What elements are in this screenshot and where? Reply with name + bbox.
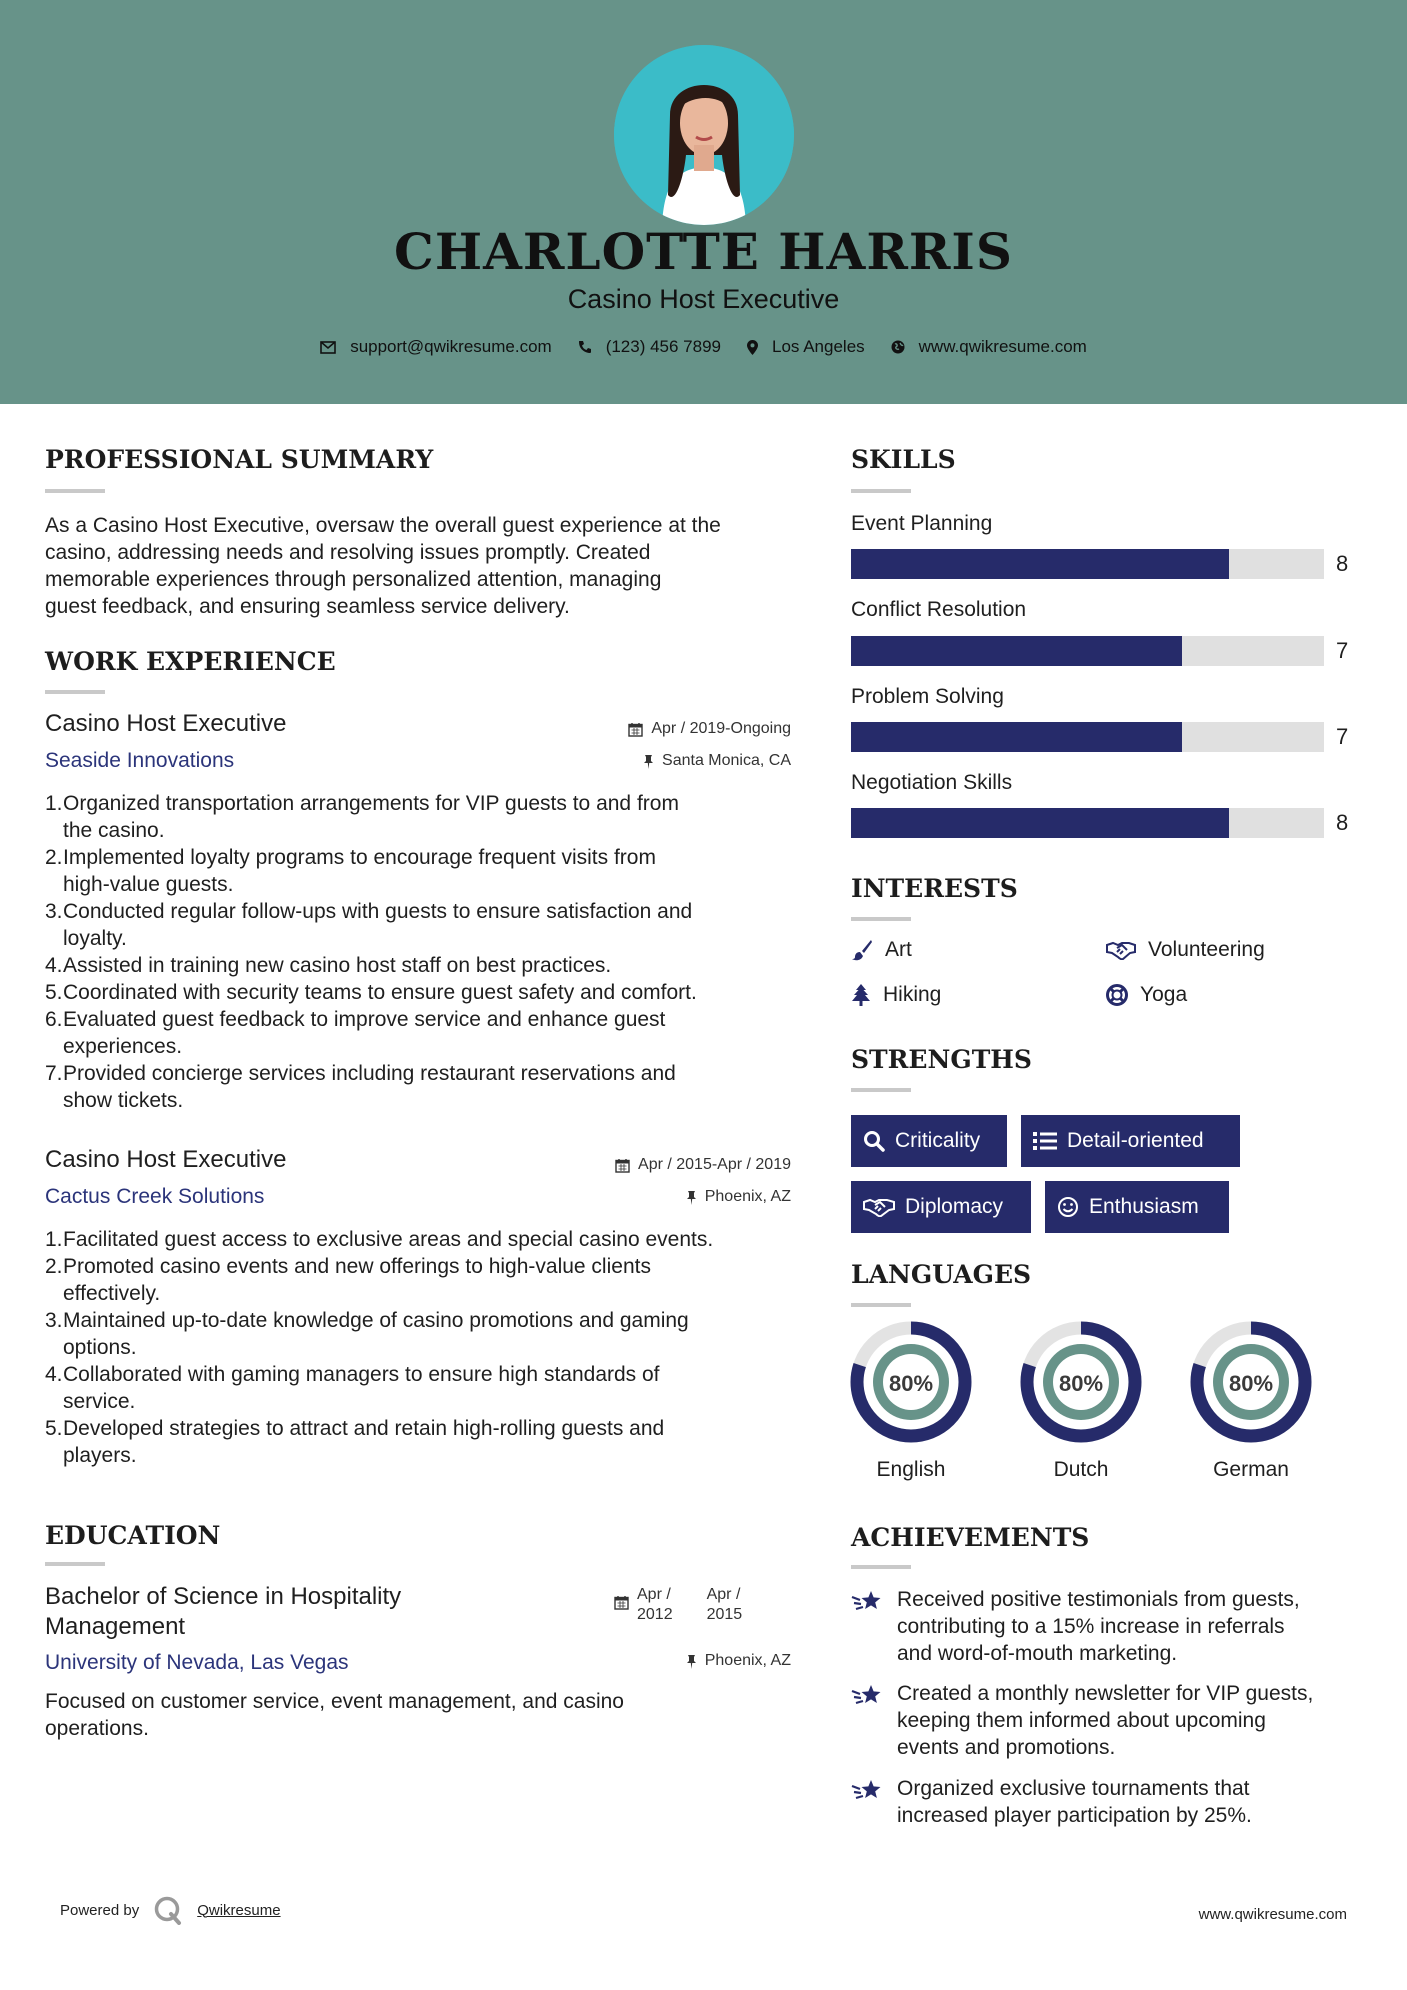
strength-chip [851,1115,1007,1167]
list-number: 2. [45,1255,63,1278]
strength-chip [1021,1115,1240,1167]
lifering-icon [1106,984,1128,1006]
strength-label: Detail-oriented [1067,1129,1204,1152]
list-number: 4. [45,1363,63,1386]
language-percent: 80% [1058,1371,1104,1396]
list-number: 4. [45,954,63,977]
list-text [63,898,692,952]
calendar-icon [615,1158,630,1173]
education-description [45,1688,624,1742]
skill-value: 8 [1336,551,1349,576]
education-heading: EDUCATION [45,1521,221,1550]
line: and word-of-mouth marketing. [897,1642,1178,1665]
interest-label: Yoga [1140,983,1188,1006]
handshake-icon [863,1197,895,1217]
line: Developed strategies to attract and retain high-rolling guests and [63,1417,665,1440]
language-percent: 80% [1228,1371,1274,1396]
skill-value: 7 [1336,638,1349,663]
line: events and promotions. [897,1736,1116,1759]
line: Maintained up-to-date knowledge of casino promotions and gaming [63,1309,689,1332]
education-underline [45,1562,105,1566]
language-label: Dutch [1053,1458,1109,1481]
pushpin-icon [686,1190,697,1205]
skill-bar [851,549,1324,579]
summary-line: casino, addressing needs and resolving issues promptly. Created [45,541,651,564]
list-icon [1033,1131,1057,1151]
strengths-heading: STRENGTHS [851,1045,1032,1074]
line: contributing to a 15% increase in referrals [897,1615,1285,1638]
summary-line: As a Casino Host Executive, oversaw the overall guest experience at the [45,514,721,537]
job-title: Casino Host Executive [45,710,287,737]
language-item [850,1321,972,1482]
line: Promoted casino events and new offerings to high-value clients [63,1255,651,1278]
education-location [686,1652,791,1670]
language-item [1190,1321,1312,1482]
summary-text [45,512,721,620]
map-pin-icon [747,340,758,355]
skill-label: Problem Solving [851,685,1004,708]
location-text: Los Angeles [772,337,865,356]
list-number: 1. [45,792,63,815]
line: Created a monthly newsletter for VIP guests, [897,1682,1314,1705]
contact-phone[interactable] [578,337,721,357]
search-icon [863,1130,885,1152]
qwikresume-logo-icon [153,1895,183,1925]
list-text [63,1361,660,1415]
list-item [45,952,805,979]
skill-value: 8 [1336,810,1349,835]
list-item [45,790,805,844]
contact-location [747,337,865,357]
languages-heading: LANGUAGES [851,1260,1032,1289]
interest-hiking [851,983,941,1007]
line: Implemented loyalty programs to encourage frequent visits from [63,846,656,869]
start-year: 2012 [637,1606,673,1623]
end-month: Apr / [706,1586,741,1603]
list-number: 3. [45,1309,63,1332]
calendar-icon [614,1595,629,1610]
skills-underline [851,489,911,493]
achievements-underline [851,1565,911,1569]
list-number: 7. [45,1062,63,1085]
email-text: support@qwikresume.com [350,337,552,356]
duties-list [45,790,805,1114]
line: players. [63,1444,137,1467]
duties-list [45,1226,805,1469]
list-text: Facilitated guest access to exclusive areas and special casino events. [63,1228,714,1251]
language-donut [850,1321,972,1443]
school-name: University of Nevada, Las Vegas [45,1651,349,1674]
interest-label: Art [885,938,912,961]
achievement-item [851,1586,1300,1667]
achievement-item [851,1775,1252,1829]
avatar [614,45,794,225]
location-text: Phoenix, AZ [704,1652,791,1669]
end-year: 2015 [706,1606,743,1623]
skill-label: Negotiation Skills [851,771,1013,794]
contact-website[interactable] [891,337,1087,357]
skill-bar [851,808,1324,838]
interest-label: Hiking [883,983,942,1006]
location-text: Phoenix, AZ [704,1188,791,1205]
list-item [45,1307,805,1361]
list-text [63,1060,676,1114]
languages-underline [851,1303,911,1307]
list-item [45,1361,805,1415]
line: Provided concierge services including restaurant reservations and [63,1062,676,1085]
shooting-star-icon [851,1682,883,1708]
list-number: 5. [45,1417,63,1440]
skill-label: Conflict Resolution [851,598,1027,621]
achievements-heading: ACHIEVEMENTS [851,1523,1090,1552]
list-text [63,1006,665,1060]
list-item [45,1253,805,1307]
interests-underline [851,917,911,921]
interest-yoga [1106,983,1187,1007]
line: keeping them informed about upcoming [897,1709,1266,1732]
list-item [45,979,805,1006]
line: effectively. [63,1282,161,1305]
globe-icon [891,340,905,354]
line: Evaluated guest feedback to improve service and enhance guest [63,1008,666,1031]
dates-text: Apr / 2019-Ongoing [651,720,791,737]
list-number: 3. [45,900,63,923]
list-item [45,1006,805,1060]
shooting-star-icon [851,1777,883,1803]
list-text [63,1253,651,1307]
list-text [63,1415,664,1469]
pushpin-icon [686,1654,697,1669]
summary-line: guest feedback, and ensuring seamless service delivery. [45,595,570,618]
line: Organized exclusive tournaments that [897,1777,1250,1800]
list-text [63,844,656,898]
shooting-star-icon [851,1588,883,1614]
header-banner [0,0,1407,404]
footer-powered-by [60,1895,281,1925]
achievement-item [851,1680,1313,1761]
achievement-text [897,1680,1313,1761]
skill-bar [851,636,1324,666]
job-location [686,1188,791,1206]
tree-icon [851,984,871,1006]
achievement-text [897,1586,1300,1667]
skill-bar-fill [851,808,1229,838]
powered-by-text: Powered by [60,1901,140,1919]
strengths-underline [851,1088,911,1092]
line: increased player participation by 25%. [897,1804,1252,1827]
list-text: Coordinated with security teams to ensure guest safety and comfort. [63,981,697,1004]
interest-volunteering [1106,938,1265,962]
calendar-icon [628,722,643,737]
line: loyalty. [63,927,127,950]
portrait-image [614,45,794,225]
list-number: 1. [45,1228,63,1251]
paintbrush-icon [851,939,873,961]
list-item [45,1415,805,1469]
company-name: Cactus Creek Solutions [45,1185,265,1208]
skill-value: 7 [1336,724,1349,749]
description-line: operations. [45,1717,149,1740]
strength-label: Diplomacy [905,1195,1004,1218]
description-line: Focused on customer service, event management, and casino [45,1690,624,1713]
degree-line: Bachelor of Science in Hospitality [45,1583,402,1610]
skill-bar [851,722,1324,752]
list-item [45,844,805,898]
contact-email[interactable] [320,337,552,357]
start-date [637,1585,673,1625]
contact-bar [0,337,1407,357]
interest-label: Volunteering [1148,938,1265,961]
footer-website[interactable]: www.qwikresume.com [1198,1906,1347,1923]
interests-heading: INTERESTS [851,874,1018,903]
job-dates [615,1156,791,1174]
summary-heading: PROFESSIONAL SUMMARY [45,445,434,474]
brand-link[interactable]: Qwikresume [197,1901,281,1919]
envelope-icon [320,341,336,354]
skill-bar-fill [851,722,1182,752]
summary-line: memorable experiences through personalized attention, managing [45,568,662,591]
job-title: Casino Host Executive [45,1146,287,1173]
interest-art [851,938,912,962]
list-item [45,898,805,952]
job-location [643,752,791,770]
line: Conducted regular follow-ups with guests to ensure satisfaction and [63,900,693,923]
strength-chip [1045,1181,1229,1233]
dates-text: Apr / 2015-Apr / 2019 [638,1156,791,1173]
language-label: English [876,1458,946,1481]
list-item [45,1226,805,1253]
degree-title [45,1582,401,1642]
experience-heading: WORK EXPERIENCE [45,647,336,676]
handshake-icon [1106,940,1136,960]
language-donut [1020,1321,1142,1443]
language-item [1020,1321,1142,1482]
language-label: German [1213,1458,1289,1481]
strength-label: Enthusiasm [1089,1195,1199,1218]
line: high-value guests. [63,873,234,896]
list-text [63,790,679,844]
pushpin-icon [643,754,654,769]
degree-line: Management [45,1613,186,1640]
end-date [707,1585,743,1625]
list-number: 6. [45,1008,63,1031]
phone-icon [578,340,592,354]
job-dates [628,720,791,738]
line: show tickets. [63,1089,184,1112]
list-text: Assisted in training new casino host staff on best practices. [63,954,612,977]
strength-label: Criticality [895,1129,981,1152]
skill-bar-fill [851,549,1229,579]
experience-underline [45,690,105,694]
line: options. [63,1336,137,1359]
candidate-name: CHARLOTTE HARRIS [394,222,1013,281]
skills-heading: SKILLS [851,445,956,474]
line: Organized transportation arrangements for VIP guests to and from [63,792,679,815]
list-text [63,1307,689,1361]
achievement-text [897,1775,1252,1829]
website-text: www.qwikresume.com [918,337,1087,356]
language-donut [1190,1321,1312,1443]
company-name: Seaside Innovations [45,749,235,772]
language-percent: 80% [888,1371,934,1396]
smile-icon [1057,1196,1079,1218]
list-item [45,1060,805,1114]
start-month: Apr / [637,1586,671,1603]
list-number: 5. [45,981,63,1004]
line: service. [63,1390,136,1413]
line: Received positive testimonials from guests, [897,1588,1300,1611]
line: the casino. [63,819,165,842]
education-dates [614,1585,742,1625]
strength-chip [851,1181,1031,1233]
list-number: 2. [45,846,63,869]
line: Collaborated with gaming managers to ensure high standards of [63,1363,660,1386]
skill-label: Event Planning [851,512,993,535]
skill-bar-fill [851,636,1182,666]
summary-underline [45,489,105,493]
location-text: Santa Monica, CA [662,752,791,769]
candidate-title: Casino Host Executive [567,284,840,314]
phone-text: (123) 456 7899 [605,337,722,356]
line: experiences. [63,1035,183,1058]
